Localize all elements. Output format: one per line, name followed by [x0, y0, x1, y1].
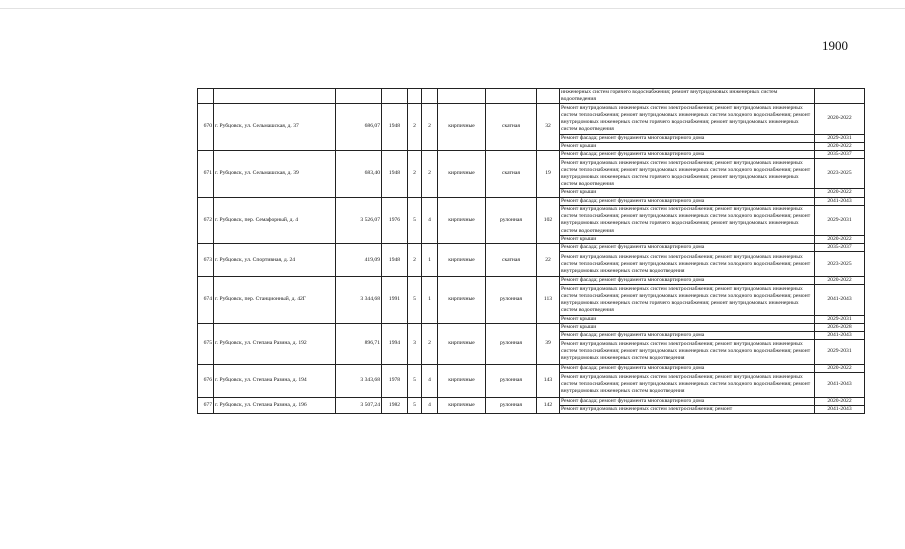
total-area: 3 343,68 — [336, 364, 382, 397]
entrances-count: 1 — [422, 244, 438, 277]
wall-material: кирпичные — [438, 150, 486, 197]
address: г. Рубцовск, ул. Сельмашская, д. 39 — [214, 150, 336, 197]
blank-cell — [537, 89, 560, 104]
wall-material: кирпичные — [438, 364, 486, 397]
address: г. Рубцовск, ул. Сельмашская, д. 37 — [214, 104, 336, 151]
total-area: 3 507,24 — [336, 397, 382, 413]
wall-material: кирпичные — [438, 104, 486, 151]
entrances-count: 1 — [422, 277, 438, 324]
entrances-count: 2 — [422, 150, 438, 197]
work-description: Ремонт внутридомовых инженерных систем электроснабжения; ремонт — [560, 405, 815, 413]
residents-count: 113 — [537, 277, 560, 324]
blank-cell — [214, 89, 336, 104]
work-period: 2020-2022 — [815, 142, 865, 150]
work-period: 2026-2028 — [815, 323, 865, 331]
address: г. Рубцовск, ул. Степана Разина, д. 196 — [214, 397, 336, 413]
roof-type: скатная — [486, 150, 537, 197]
floors-count: 5 — [408, 277, 422, 324]
work-description: Ремонт фасада; ремонт фундамента многоквартирного дома — [560, 364, 815, 372]
work-description: Ремонт внутридомовых инженерных систем электроснабжения; ремонт внутридомовых инженерных систем теплоснабжения; ремонт внутридомовых инженерных систем холодного водоснабжения; ремонт внутридомовых инженерных систем водоотведения — [560, 252, 815, 277]
residents-count: 22 — [537, 244, 560, 277]
row-number: 673 — [198, 244, 214, 277]
row-number: 670 — [198, 104, 214, 151]
entrances-count: 4 — [422, 364, 438, 397]
address: г. Рубцовск, пер. Станционный, д. 42Г — [214, 277, 336, 324]
work-description: Ремонт внутридомовых инженерных систем электроснабжения; ремонт внутридомовых инженерных систем теплоснабжения; ремонт внутридомовых инженерных систем холодного водоснабжения; ремонт внутридомовых инженерных систем горячего водоснабжения; ремонт внутридомовых инженерных систем водоотведения — [560, 205, 815, 236]
work-description: Ремонт фасада; ремонт фундамента многоквартирного дома — [560, 244, 815, 252]
total-area: 3 526,07 — [336, 197, 382, 244]
wall-material: кирпичные — [438, 197, 486, 244]
address: г. Рубцовск, ул. Степана Разина, д. 194 — [214, 364, 336, 397]
work-description: Ремонт внутридомовых инженерных систем электроснабжения; ремонт внутридомовых инженерных систем теплоснабжения; ремонт внутридомовых инженерных систем холодного водоснабжения; ремонт внутридомовых инженерных систем горячего водоснабжения; ремонт внутридомовых инженерных систем водоотведения — [560, 158, 815, 189]
work-description: Ремонт фасада; ремонт фундамента многоквартирного дома — [560, 134, 815, 142]
residents-count: 142 — [537, 397, 560, 413]
row-number: 674 — [198, 277, 214, 324]
row-number: 671 — [198, 150, 214, 197]
work-period: 2035-2037 — [815, 244, 865, 252]
work-period: 2023-2025 — [815, 252, 865, 277]
total-area: 419,09 — [336, 244, 382, 277]
year-built: 1976 — [382, 197, 408, 244]
roof-type: рулонная — [486, 323, 537, 364]
roof-type: рулонная — [486, 197, 537, 244]
address: г. Рубцовск, ул. Степана Разина, д. 192 — [214, 323, 336, 364]
work-description: инженерных систем горячего водоснабжения; ремонт внутридомовых инженерных систем водоотведения — [560, 89, 815, 104]
work-period: 2029-2031 — [815, 205, 865, 236]
work-period: 2029-2031 — [815, 134, 865, 142]
address: г. Рубцовск, ул. Спортивная, д. 24 — [214, 244, 336, 277]
work-period: 2041-2043 — [815, 372, 865, 397]
roof-type: рулонная — [486, 277, 537, 324]
roof-type: рулонная — [486, 397, 537, 413]
work-description: Ремонт крыши — [560, 142, 815, 150]
work-description: Ремонт фасада; ремонт фундамента многоквартирного дома — [560, 150, 815, 158]
floors-count: 2 — [408, 244, 422, 277]
year-built: 1948 — [382, 104, 408, 151]
row-number: 676 — [198, 364, 214, 397]
wall-material: кирпичные — [438, 244, 486, 277]
floors-count: 5 — [408, 197, 422, 244]
total-area: 683,40 — [336, 150, 382, 197]
floors-count: 3 — [408, 323, 422, 364]
entrances-count: 4 — [422, 197, 438, 244]
work-period: 2020-2022 — [815, 277, 865, 285]
work-period: 2035-2037 — [815, 150, 865, 158]
work-period: 2020-2022 — [815, 236, 865, 244]
work-description: Ремонт фасада; ремонт фундамента многоквартирного дома — [560, 397, 815, 405]
table-row — [198, 397, 865, 405]
blank-cell — [486, 89, 537, 104]
work-description: Ремонт фасада; ремонт фундамента многоквартирного дома — [560, 331, 815, 339]
table-row — [198, 150, 865, 158]
work-description: Ремонт фасада; ремонт фундамента многоквартирного дома — [560, 197, 815, 205]
wall-material: кирпичные — [438, 277, 486, 324]
table-row — [198, 197, 865, 205]
residents-count: 102 — [537, 197, 560, 244]
floors-count: 5 — [408, 397, 422, 413]
work-description: Ремонт внутридомовых инженерных систем электроснабжения; ремонт внутридомовых инженерных систем теплоснабжения; ремонт внутридомовых инженерных систем холодного водоснабжения; ремонт внутридомовых инженерных систем горячего водоснабжения; ремонт внутридомовых инженерных систем водоотведения — [560, 285, 815, 316]
work-period: 2023-2025 — [815, 158, 865, 189]
entrances-count: 4 — [422, 397, 438, 413]
year-built: 1982 — [382, 397, 408, 413]
wall-material: кирпичные — [438, 323, 486, 364]
work-description: Ремонт крыши — [560, 189, 815, 197]
work-period: 2041-2043 — [815, 197, 865, 205]
floors-count: 2 — [408, 150, 422, 197]
row-number: 677 — [198, 397, 214, 413]
year-built: 1948 — [382, 244, 408, 277]
blank-cell — [438, 89, 486, 104]
work-description: Ремонт внутридомовых инженерных систем электроснабжения; ремонт внутридомовых инженерных систем теплоснабжения; ремонт внутридомовых инженерных систем холодного водоснабжения; ремонт внутридомовых инженерных систем водоотведения — [560, 372, 815, 397]
table-body — [198, 89, 865, 414]
total-area: 686,07 — [336, 104, 382, 151]
table-row-continuation — [198, 89, 865, 104]
floors-count: 5 — [408, 364, 422, 397]
floors-count: 2 — [408, 104, 422, 151]
work-period: 2041-2043 — [815, 405, 865, 413]
roof-type: скатная — [486, 244, 537, 277]
roof-type: скатная — [486, 104, 537, 151]
blank-cell — [422, 89, 438, 104]
year-built: 1948 — [382, 150, 408, 197]
work-description: Ремонт крыши — [560, 315, 815, 323]
table-row — [198, 323, 865, 331]
table-row — [198, 277, 865, 285]
work-description: Ремонт крыши — [560, 323, 815, 331]
blank-cell — [382, 89, 408, 104]
work-period: 2020-2022 — [815, 397, 865, 405]
entrances-count: 2 — [422, 323, 438, 364]
table-row — [198, 364, 865, 372]
work-description: Ремонт фасада; ремонт фундамента многоквартирного дома — [560, 277, 815, 285]
table-row — [198, 104, 865, 135]
year-built: 1991 — [382, 277, 408, 324]
blank-cell — [408, 89, 422, 104]
total-area: 3 344,68 — [336, 277, 382, 324]
page-number: 1900 — [822, 38, 848, 53]
entrances-count: 2 — [422, 104, 438, 151]
total-area: 896,71 — [336, 323, 382, 364]
year-built: 1994 — [382, 323, 408, 364]
table-row — [198, 244, 865, 252]
work-description: Ремонт внутридомовых инженерных систем электроснабжения; ремонт внутридомовых инженерных систем теплоснабжения; ремонт внутридомовых инженерных систем холодного водоснабжения; ремонт внутридомовых инженерных систем водоотведения — [560, 340, 815, 365]
work-period: 2041-2043 — [815, 285, 865, 316]
roof-type: рулонная — [486, 364, 537, 397]
residents-count: 19 — [537, 150, 560, 197]
work-period: 2041-2043 — [815, 331, 865, 339]
work-period: 2020-2022 — [815, 104, 865, 135]
housing-repair-register-table — [197, 88, 865, 414]
residents-count: 32 — [537, 104, 560, 151]
residents-count: 143 — [537, 364, 560, 397]
row-number: 672 — [198, 197, 214, 244]
work-period: 2029-2031 — [815, 340, 865, 365]
work-period: 2020-2022 — [815, 364, 865, 372]
work-period: 2029-2031 — [815, 315, 865, 323]
address: г. Рубцовск, пер. Семафорный, д. 4 — [214, 197, 336, 244]
blank-cell — [815, 89, 865, 104]
work-description: Ремонт крыши — [560, 236, 815, 244]
blank-cell — [198, 89, 214, 104]
blank-cell — [336, 89, 382, 104]
row-number: 675 — [198, 323, 214, 364]
work-period: 2020-2022 — [815, 189, 865, 197]
scan-top-line — [0, 8, 905, 9]
work-description: Ремонт внутридомовых инженерных систем электроснабжения; ремонт внутридомовых инженерных систем теплоснабжения; ремонт внутридомовых инженерных систем холодного водоснабжения; ремонт внутридомовых инженерных систем горячего водоснабжения; ремонт внутридомовых инженерных систем водоотведения — [560, 104, 815, 135]
year-built: 1978 — [382, 364, 408, 397]
wall-material: кирпичные — [438, 397, 486, 413]
residents-count: 39 — [537, 323, 560, 364]
